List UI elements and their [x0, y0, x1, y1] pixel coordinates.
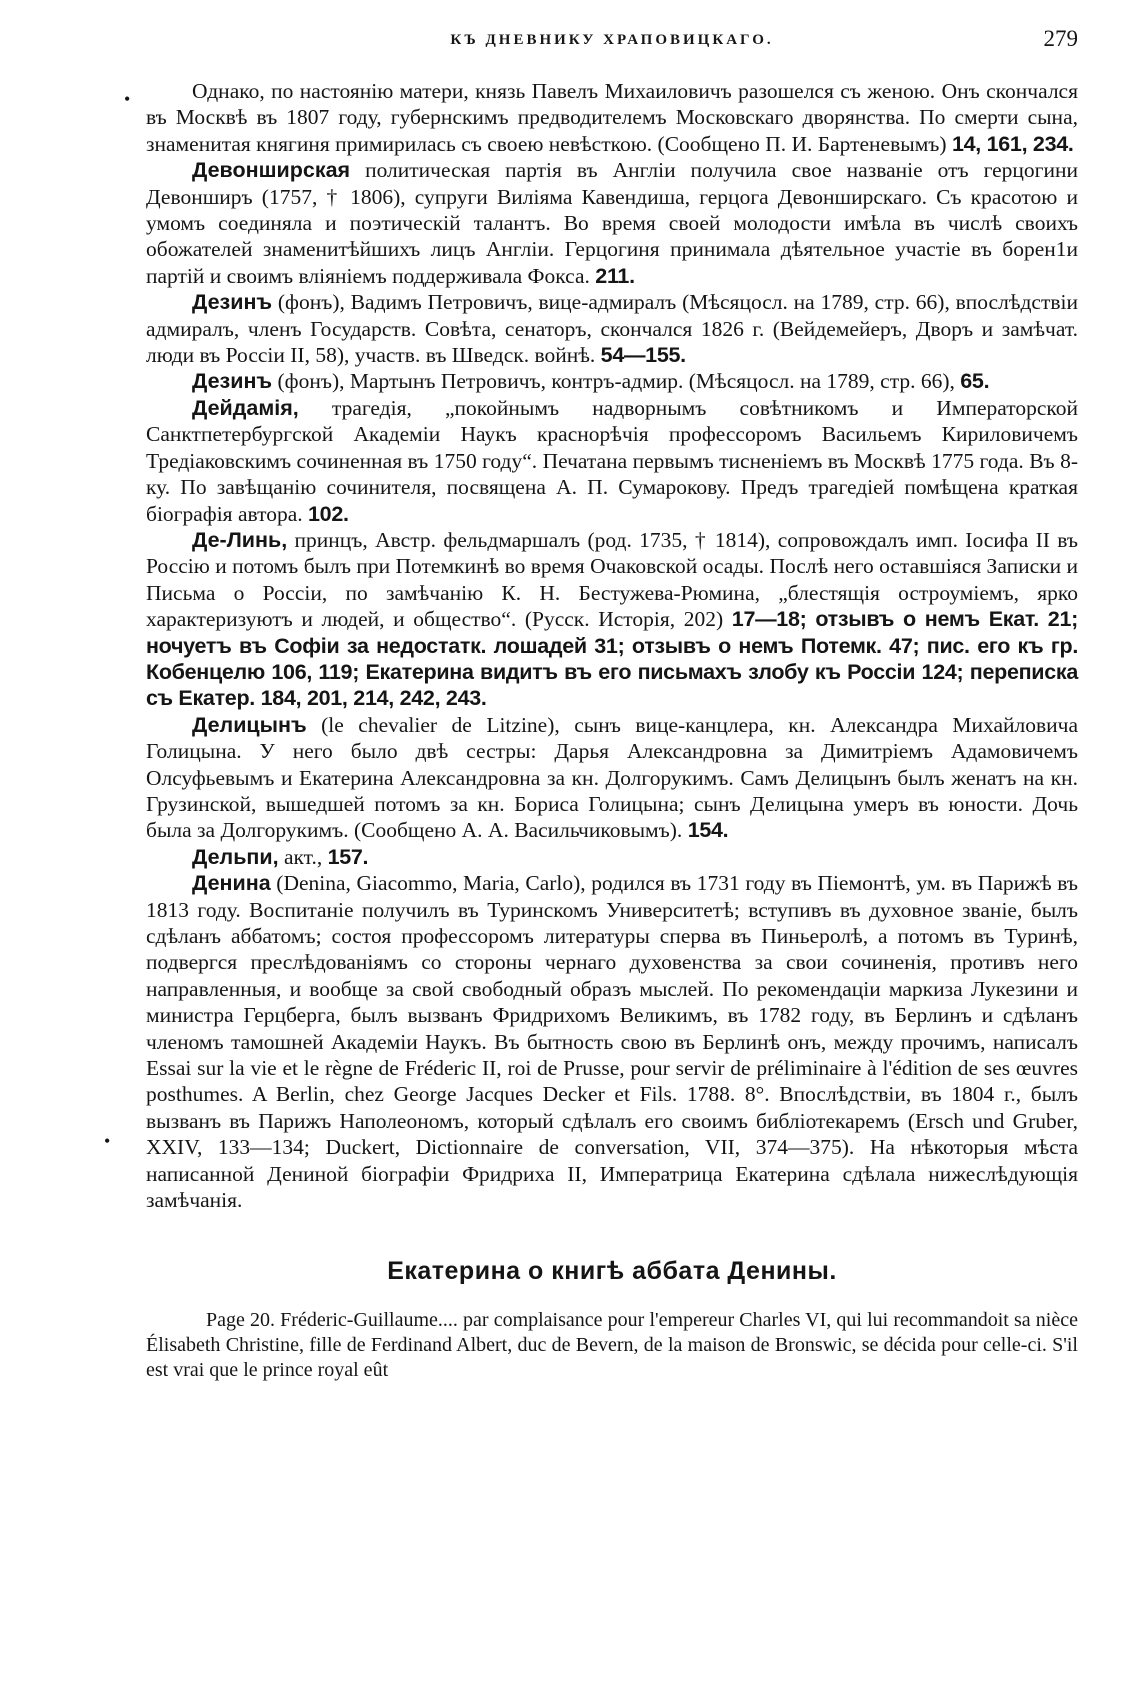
page — [146, 26, 1078, 1383]
entry-headword: Дельпи, — [192, 844, 279, 869]
entry-de-lin — [146, 527, 1078, 712]
entry-delpi — [146, 844, 1078, 870]
entries — [146, 78, 1078, 1213]
running-header — [146, 26, 1078, 66]
margin-mark: • — [104, 1131, 111, 1151]
entry-text: (фонъ), Вадимъ Петровичъ, вице-адмиралъ (Мѣсяцосл. на 1789, стр. 66), впослѣдствіи адмиралъ, членъ Государств. Совѣта, сенаторъ, скончался 1826 г. (Вейдемейеръ, Дворъ и замѣчат. люди въ Россіи II, 58), участв. въ Шведск. войнѣ. — [146, 290, 1078, 368]
entry-text: принцъ, Австр. фельдмаршалъ (род. 1735, † 1814), сопровождалъ имп. Іосифа II въ Россію и потомъ былъ при Потемкинѣ во время Очаковской осады. Послѣ него оставшіяся Записки и Письма о Россіи, по замѣчанію К. Н. Бестужева-Рюмина, „блестящія остроуміемъ, ярко характеризуютъ и людей, и общество“. (Русск. Исторія, 202) — [146, 527, 1078, 632]
page-number: 279 — [1043, 26, 1078, 51]
entry-page-refs: 211. — [595, 263, 635, 288]
entry-text: трагедія, „покойнымъ надворнымъ совѣтникомъ и Императорской Санктпетербургской Академіи Наукъ краснорѣчія профессоромъ Васильемъ Кириловичемъ Тредіаковскимъ сочиненная въ 1750 году“. Печатана первымъ тисненіемъ въ Москвѣ 1775 года. Въ 8-ку. По завѣщанію сочинителя, посвящена А. П. Сумарокову. Предъ трагедіей помѣщена краткая біографія автора. — [146, 395, 1078, 526]
entry-headword: Дезинъ — [192, 290, 273, 315]
entry-headword: Дейдамія, — [192, 395, 299, 420]
entry-deidamia — [146, 395, 1078, 527]
entry-page-refs: 54—155. — [600, 343, 686, 368]
entry-page-refs: 157. — [327, 844, 369, 869]
entry-page-refs: 154. — [687, 818, 729, 843]
entry-text: политическая партія въ Англіи получила свое названіе отъ герцогини Девонширъ (1757, † 1806), супруги Виліяма Кавендиша, герцога Девонширскаго. Съ красотою и умомъ соединяла и поэтическій талантъ. Во время своей молодости имѣла въ числѣ своихъ обожателей знаменитѣйшихъ лицъ Англіи. Герцогиня принимала дѣятельное участіе въ борен1и партій и своимъ вліяніемъ поддерживала Фокса. — [146, 158, 1078, 288]
entry-page-refs: 65. — [960, 369, 990, 394]
entry-headword: Де-Линь, — [192, 527, 288, 552]
entry-dezin-vadim — [146, 289, 1078, 368]
entry-denina — [146, 870, 1078, 1213]
entry-dezin-martyn — [146, 368, 1078, 394]
entry-headword: Дезинъ — [192, 369, 273, 394]
entry-text: (le chevalier de Litzine), сынъ вице-канцлера, кн. Александра Михайловича Голицына. У него было двѣ сестры: Дарья Александровна за Димитріемъ Адамовичемъ Олсуфьевымъ и Екатерина Александровна за кн. Долгорукимъ. Самъ Делицынъ былъ женатъ на кн. Грузинской, вышедшей потомъ за кн. Бориса Голицына; сынъ Делицына умеръ въ юности. Дочь была за Долгорукимъ. (Сообщено А. А. Васильчиковымъ). — [146, 712, 1078, 843]
entry-page-refs: 14, 161, 234. — [951, 131, 1074, 156]
entry-headword: Делицынъ — [192, 712, 307, 737]
entry-page-refs: 102. — [308, 501, 349, 526]
entry-headword: Девонширская — [192, 158, 351, 183]
entry-headword: Денина — [192, 871, 271, 896]
entry-text: (Denina, Giacommo, Maria, Carlo), родился въ 1731 году въ Піемонтѣ, ум. въ Парижѣ въ 1813 году. Воспитаніе получилъ въ Туринскомъ Университетѣ; вступивъ въ духовное званіе, былъ сдѣланъ аббатомъ; состоя профессоромъ литературы сперва въ Пиньеролѣ, а потомъ въ Туринѣ, подвергся преслѣдованіямъ со стороны чернаго духовенства за свои сочиненія, противъ него направленныя, и вообще за свой свободный образъ мыслей. По рекомендаціи маркиза Лукезини и министра Герцберга, былъ вызванъ Фридрихомъ Великимъ, въ 1782 году, въ Берлинъ и сдѣланъ членомъ тамошней Академіи Наукъ. Въ бытность свою въ Берлинѣ онъ, между прочимъ, написалъ Essai sur la vie et le règne de Fréderic II, roi de Prusse, pour servir de préliminaire à l'édition de ses œuvres posthumes. A Berlin, chez George Jacques Decker et Fils. 1788. 8°. Впослѣдствіи, въ 1804 г., былъ вызванъ въ Парижъ Наполеономъ, который сдѣлалъ его своимъ библіотекаремъ (Ersch und Gruber, XXIV, 133—134; Duckert, Dictionnaire de conversation, VII, 374—375). На нѣкоторыя мѣста написанной Дениной біографіи Фридриха II, Императрица Екатерина сдѣлала нижеслѣдующія замѣчанія. — [146, 871, 1078, 1213]
entry-golitsyn-continuation — [146, 78, 1078, 157]
running-title: КЪ ДНЕВНИКУ ХРАПОВИЦКАГО. — [450, 32, 774, 48]
entry-devonshire-party — [146, 157, 1078, 289]
entry-text: акт., — [278, 844, 328, 869]
entry-text: (фонъ), Мартынъ Петровичъ, контръ-адмир. (Мѣсяцосл. на 1789, стр. 66), — [272, 369, 961, 394]
section-title: Екатерина о книгѣ аббата Денины. — [387, 1257, 837, 1286]
entry-delitsyn — [146, 712, 1078, 844]
entry-page-refs: 17—18; отзывъ о немъ Екат. 21; ночуетъ въ Софіи за недостатк. лошадей 31; отзывъ о немъ Потемк. 47; пис. его къ гр. Кобенцелю 106, 119; Екатерина видитъ въ его письмахъ злобу къ Россіи 124; переписка съ Екатер. 184, 201, 214, 242, 243. — [146, 607, 1078, 711]
entry-text: Однако, по настоянію матери, князь Павелъ Михаиловичъ разошелся съ женою. Онъ скончался въ Москвѣ въ 1807 году, губернскимъ предводителемъ Московскаго дворянства. По смерти сына, знаменитая княгиня примирилась съ своею невѣсткою. (Сообщено П. И. Бартеневымъ) — [146, 79, 1078, 156]
section-quote: Page 20. Fréderic-Guillaume.... par complaisance pour l'empereur Charles VI, qui lui recommandoit sa nièce Élisabeth Christine, fille de Ferdinand Albert, duc de Bevern, de la maison de Bronswic, se décida pour celle-ci. S'il est vrai que le prince royal eût — [146, 1309, 1078, 1382]
margin-mark: • — [124, 89, 131, 109]
